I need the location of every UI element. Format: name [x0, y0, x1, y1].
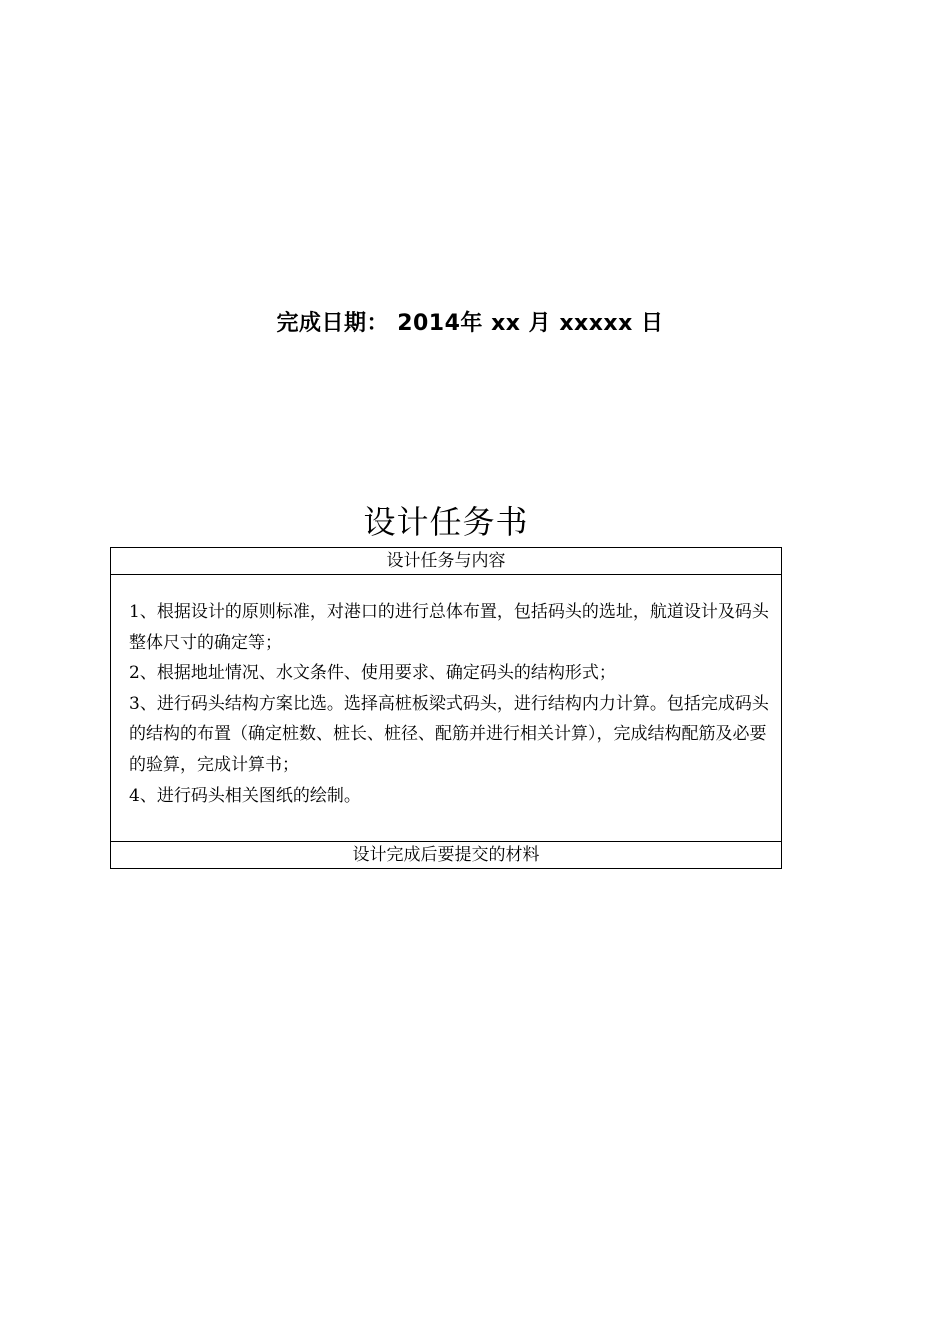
- list-item: 3、进行码头结构方案比选。选择高桩板梁式码头，进行结构内力计算。包括完成码头的结构的布置（确定桩数、桩长、桩径、配筋并进行相关计算），完成结构配筋及必要的验算，完成计算书；: [129, 693, 769, 775]
- completion-month-unit: 月: [528, 311, 552, 336]
- document-title: 设计任务书: [363, 503, 529, 541]
- completion-year-unit: 年: [460, 311, 483, 336]
- table-row: [111, 575, 782, 842]
- completion-date-label: 完成日期：: [276, 311, 390, 336]
- list-item: 2、根据地址情况、水文条件、使用要求、确定码头的结构形式；: [129, 663, 616, 684]
- section-header-tasks: 设计任务与内容: [111, 548, 782, 575]
- completion-day: xxxxx: [559, 311, 633, 336]
- task-table: [110, 547, 782, 869]
- list-item: 1、根据设计的原则标准，对港口的进行总体布置，包括码头的选址，航道设计及码头整体尺寸的确定等；: [129, 602, 769, 653]
- list-item: 4、进行码头相关图纸的绘制。: [129, 785, 361, 806]
- task-list: [111, 575, 781, 811]
- completion-day-unit: 日: [640, 311, 664, 336]
- completion-date: [0, 306, 940, 342]
- section-header-deliverables: 设计完成后要提交的材料: [111, 842, 782, 869]
- completion-month: xx: [491, 311, 521, 336]
- task-content-cell: [111, 575, 782, 842]
- table-row: [111, 842, 782, 869]
- table-row: [111, 548, 782, 575]
- completion-year: 2014: [397, 311, 461, 336]
